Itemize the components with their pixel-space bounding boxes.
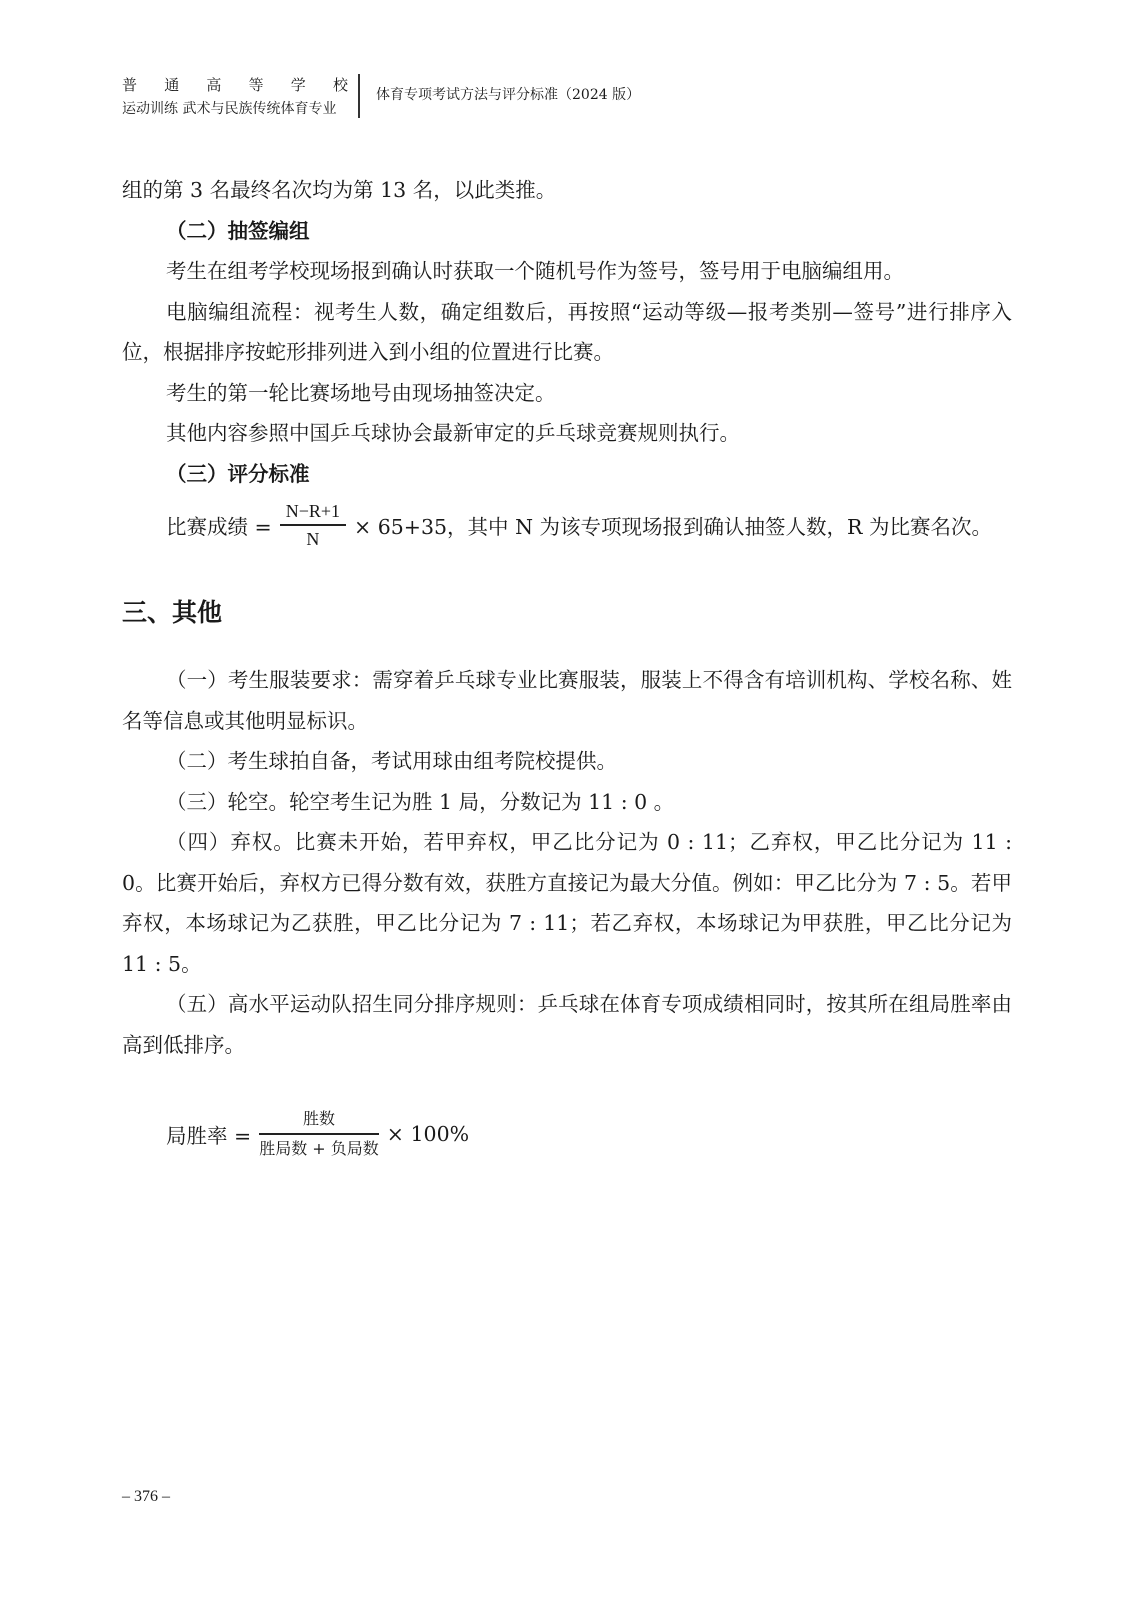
school-char: 校: [332, 76, 348, 94]
school-char: 通: [164, 76, 180, 94]
paragraph: 考生的第一轮比赛场地号由现场抽签决定。: [166, 380, 556, 405]
paragraph: 组的第 3 名最终名次均为第 13 名，以此类推。: [122, 178, 557, 202]
formula-fraction: [259, 1108, 379, 1160]
paragraph: 电脑编组流程：视考生人数，确定组数后，再按照“运动等级—报考类别—签号”进行排序入位，根据排序按蛇形排列进入到小组的位置进行比赛。: [122, 299, 1012, 364]
subsection-heading: （二）抽签编组: [166, 218, 310, 243]
formula-rhs: × 100%: [386, 1122, 470, 1146]
formula-fraction: [280, 500, 346, 550]
school-char: 等: [248, 76, 264, 94]
list-item: （一）考生服装要求：需穿着乒乓球专业比赛服装，服装上不得含有培训机构、学校名称、姓名等信息或其他明显标识。: [122, 668, 1012, 733]
formula-lhs: 比赛成绩 =: [166, 515, 272, 539]
fraction-numerator: 胜数: [302, 1109, 335, 1129]
list-item: （三）轮空。轮空考生记为胜 1 局，分数记为 11 : 0 。: [166, 789, 675, 814]
list-item: （二）考生球拍自备，考试用球由组考院校提供。: [166, 749, 617, 773]
formula-rhs: × 65+35，其中 N 为该专项现场报到确认抽签人数，R 为比赛名次。: [354, 515, 992, 539]
book-title: 体育专项考试方法与评分标准（2024 版）: [376, 87, 641, 103]
running-header-left: [122, 76, 348, 118]
win-rate-formula: [166, 1099, 1012, 1169]
header-divider: [358, 74, 360, 118]
paragraph: 考生在组考学校现场报到确认时获取一个随机号作为签号，签号用于电脑编组用。: [166, 259, 904, 283]
list-item: （四）弃权。比赛未开始，若甲弃权，甲乙比分记为 0 : 11；乙弃权，甲乙比分记为 11 : 0。比赛开始后，弃权方已得分数有效，获胜方直接记为最大分值。例如：甲乙比分为 7 : 5。若甲弃权，本场球记为乙获胜，甲乙比分记为 7 : 11；若乙弃权，本场球记为甲获胜，甲乙比分记为 11 : 5。: [122, 830, 1012, 976]
school-char: 高: [206, 76, 222, 94]
school-char: 学: [290, 76, 306, 94]
major-label: 运动训练 武术与民族传统体育专业: [122, 101, 337, 117]
school-type-label: [122, 76, 348, 94]
fraction-numerator: N−R+1: [285, 501, 341, 522]
list-item: （五）高水平运动队招生同分排序规则：乒乓球在体育专项成绩相同时，按其所在组局胜率由高到低排序。: [122, 992, 1012, 1057]
page-number: – 376 –: [122, 1488, 170, 1505]
formula-lhs: 局胜率 =: [166, 1124, 252, 1148]
section-heading: 三、其他: [122, 598, 223, 627]
score-formula: [166, 494, 1012, 556]
fraction-denominator: 胜局数 + 负局数: [259, 1138, 379, 1158]
subsection-heading: （三）评分标准: [166, 461, 310, 486]
page-body: [122, 170, 1012, 1169]
school-char: 普: [122, 76, 138, 94]
paragraph: 其他内容参照中国乒乓球协会最新审定的乒乓球竞赛规则执行。: [166, 421, 740, 445]
fraction-denominator: N: [306, 528, 320, 549]
